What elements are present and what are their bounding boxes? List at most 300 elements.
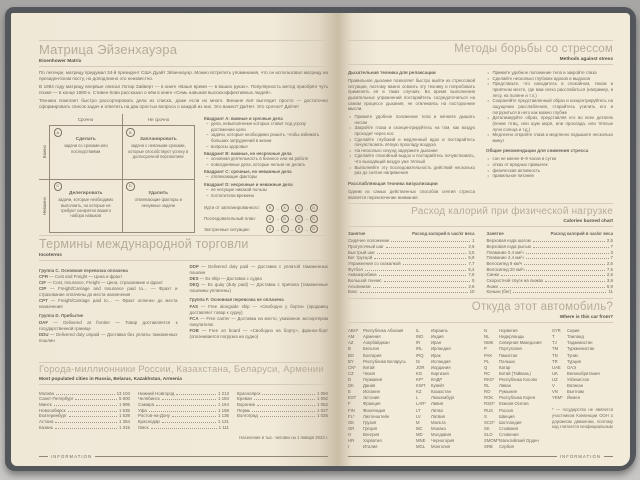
- footer-rule-long: [348, 456, 557, 457]
- incoterm-entry: [190, 316, 329, 328]
- city-row: [39, 424, 130, 430]
- country-name: Таджикистан: [567, 340, 593, 346]
- country-code: FIN: [348, 407, 355, 413]
- dotted-leader: [260, 416, 315, 417]
- city-population: 1 354: [119, 419, 130, 425]
- sequence-step-1: A: [266, 225, 274, 233]
- city-population: 1 025: [317, 413, 328, 419]
- city-population: 1 111: [218, 424, 229, 430]
- incoterm-group-heading: Группа C. Основная перевозка оплачена: [39, 267, 128, 273]
- country-name: Дания: [363, 383, 376, 389]
- activity-name: Санки: [486, 272, 499, 278]
- country-name: Туркменистан: [567, 346, 595, 352]
- city-name: Омск: [138, 424, 149, 430]
- country-code: B: [348, 346, 351, 352]
- country-name: Португалия: [499, 346, 522, 352]
- quadrant-note: [204, 174, 328, 180]
- cities-column-2: [138, 390, 229, 430]
- activity-name: Плавание 0,4 км/ч: [486, 249, 524, 255]
- quadrant-c-desc: задачи, которые необходимо выполнить, но которые не требуют конкретно вашего набора навыков: [58, 197, 114, 219]
- section-title-eisenhower: Матрица Эйзенхауэра: [39, 42, 178, 57]
- dotted-leader: [252, 411, 315, 412]
- city-name: Волгоград: [237, 413, 258, 419]
- activity-name: Сидячее положение: [348, 238, 390, 244]
- quadrant-a-letter: A: [54, 128, 63, 137]
- country-code: IRL: [416, 346, 423, 352]
- country-name: Болгария: [363, 352, 382, 358]
- calorie-value: 2,6: [606, 260, 613, 266]
- calorie-value: 3,5: [468, 249, 475, 255]
- section-eisenhower-matrix: [39, 40, 328, 233]
- car-codes-table: [348, 328, 613, 450]
- dotted-leader: [172, 416, 216, 417]
- city-population: 1 315: [119, 424, 130, 430]
- sequence-row: [204, 215, 328, 223]
- dotted-leader: [54, 405, 117, 406]
- arrow-icon: →: [289, 205, 294, 211]
- country-code: NMK: [484, 340, 494, 346]
- country-name: Черногория: [431, 438, 455, 444]
- calorie-value: 2,6: [468, 283, 475, 289]
- section-incoterms: [39, 235, 328, 344]
- incoterms-column-2: [190, 264, 329, 343]
- country-name: Сербия: [499, 444, 514, 450]
- country-name: Ирландия: [431, 346, 451, 352]
- sequence-step-2: A: [281, 204, 289, 212]
- activity-name: Велосипед 9 км/ч: [486, 260, 523, 266]
- car-codes-column-3: [484, 328, 545, 450]
- sequence-row: [204, 225, 328, 233]
- incoterm-entry: [39, 298, 178, 310]
- country-code: N: [484, 328, 488, 334]
- activity-name: Плавание 2,4 км/ч: [486, 255, 524, 261]
- car-codes-column-1: [348, 328, 409, 450]
- country-name: Тунис: [567, 352, 579, 358]
- calorie-value: 3,9: [606, 278, 613, 283]
- country-name: Республика Беларусь: [363, 358, 406, 364]
- country-code: FL*: [348, 413, 355, 419]
- country-name: Эстония: [363, 395, 380, 401]
- calories-header-row: [487, 231, 614, 236]
- quadrant-b-letter: B: [126, 128, 135, 137]
- incoterm-group-heading: Группа F. Основная перевозка не оплачена: [189, 297, 284, 303]
- section-title-stress: Методы борьбы со стрессом: [454, 43, 613, 55]
- incoterm-code: DAF: [39, 319, 49, 325]
- matrix-quadrant-b: [122, 125, 195, 179]
- calorie-value: 3: [610, 249, 613, 255]
- section-divider: [348, 203, 613, 204]
- calories-rows-right: [487, 238, 614, 295]
- visualization-step: • Примите удобное положение тела и закройте глаза: [486, 70, 613, 76]
- right-page: [338, 13, 630, 466]
- country-name: Сирия: [567, 328, 580, 334]
- sequence-label: Идти от запланированного:: [204, 205, 260, 211]
- city-name: Москва: [39, 390, 54, 396]
- activity-name: Бокс: [348, 289, 358, 295]
- incoterm-code: CPT: [39, 297, 48, 303]
- country-name: Финляндия: [363, 407, 386, 413]
- sequence-step-3: C: [295, 204, 303, 212]
- arrow-icon: →: [289, 226, 294, 232]
- quadrant-b-title: Запланировать: [139, 136, 177, 142]
- country-code: IND: [416, 334, 424, 340]
- country-name: ОАЭ: [567, 364, 577, 370]
- footer-label: INFORMATION: [559, 454, 601, 459]
- priority-sequences: [204, 204, 328, 233]
- recommendations-list: [486, 156, 613, 179]
- incoterms-columns: [39, 264, 328, 343]
- breathing-step: • Примите удобное положение тела и начните дышать носом: [348, 114, 475, 125]
- country-name: Франция: [363, 401, 381, 407]
- country-name: Польша: [499, 358, 515, 364]
- recommendation-item: • физическая активность: [486, 168, 613, 174]
- calorie-value: 2,5: [606, 272, 613, 278]
- dotted-leader: [524, 264, 605, 265]
- country-name: Монголия: [431, 444, 451, 450]
- calories-table: [348, 231, 613, 295]
- recommendation-item: • отказ от вредных привычек: [486, 162, 613, 168]
- calories-header-value: Расход калорий в час/кг веса: [412, 230, 475, 236]
- car-codes-column-4: [552, 328, 613, 450]
- city-population: 1 094: [317, 390, 328, 396]
- city-population: 1 158: [218, 407, 229, 413]
- calories-header-value: Расход калорий в час/кг веса: [550, 230, 613, 236]
- country-code: SCO*: [484, 419, 495, 425]
- incoterm-code: CFR: [39, 274, 49, 280]
- quadrant-note-bullet: – отвлекающие факторы: [204, 174, 328, 180]
- quadrant-note-bullet: – дела, невыполнение которых ставит под угрозу достижение цели: [204, 121, 328, 132]
- quadrant-d-letter: D: [126, 182, 135, 191]
- activity-name: Прогулочный шаг: [348, 243, 384, 249]
- country-code: P: [484, 346, 487, 352]
- country-code: UK: [552, 370, 558, 376]
- city-population: 1 184: [218, 396, 229, 402]
- car-codes-column-2: [416, 328, 477, 450]
- quadrant-note-bullet: – задачи, которые необходимо решить, чтобы избежать больших затруднений в жизни: [204, 132, 328, 143]
- city-name: Екатеринбург: [39, 413, 67, 419]
- country-name: КНДР: [431, 377, 443, 383]
- country-code: KP*: [416, 377, 424, 383]
- country-name: Мальта: [431, 419, 446, 425]
- country-name: Шотландия: [499, 419, 522, 425]
- activity-name: Бег трусцой: [348, 255, 373, 261]
- matrix-col-header-not-urgent: Не срочно: [122, 114, 195, 125]
- country-code: GR: [348, 425, 355, 431]
- incoterm-description: — Free carrier — Доставка на место, указанное экспортёром покупателю: [189, 315, 328, 327]
- country-name: Азербайджан: [363, 340, 390, 346]
- incoterm-entry: [190, 264, 329, 276]
- dotted-leader: [68, 411, 117, 412]
- section-divider: [348, 40, 613, 41]
- country-name: Венгрия: [363, 432, 380, 437]
- country-name: Южная Осетия: [499, 401, 529, 407]
- calorie-row: [348, 289, 475, 295]
- country-code: H: [348, 432, 352, 437]
- country-name: Китай (Тайвань): [499, 370, 531, 376]
- calorie-value: 2,5: [606, 238, 613, 244]
- section-title-cars: Откуда этот автомобиль?: [471, 301, 613, 313]
- country-code: BG: [348, 352, 355, 358]
- country-code: SRB: [484, 444, 493, 450]
- dotted-leader: [56, 394, 115, 395]
- city-name: Самара: [138, 402, 155, 407]
- sequence-step-2: C: [281, 225, 289, 233]
- dotted-leader: [526, 253, 609, 254]
- breathing-step: • Закройте глаза и сконцентрируйтесь на том, как воздух проходит через нос: [348, 125, 475, 136]
- country-code: UZ: [552, 377, 558, 383]
- country-name: Нидерланды: [499, 334, 525, 340]
- calorie-value: 7,5: [606, 266, 613, 272]
- country-code: KG: [416, 370, 423, 376]
- dotted-leader: [254, 399, 315, 400]
- activity-name: Футбол: [348, 266, 363, 272]
- arrow-icon: →: [275, 205, 280, 211]
- country-code: RUS: [484, 407, 493, 413]
- incoterm-description: — Cost, Insurance, Freight — Цена, страхование и фрахт: [47, 280, 163, 286]
- sequence-step-1: A: [266, 215, 274, 223]
- section-subtitle-stress: Methods against stress: [348, 57, 613, 65]
- country-code: CZ: [348, 370, 354, 376]
- incoterm-code: FAS: [189, 303, 199, 309]
- activity-name: Быстрый шаг: [348, 249, 376, 255]
- calorie-value: 1: [472, 238, 475, 244]
- city-name: Уфа: [138, 407, 147, 413]
- visualization-steps-list: [486, 70, 613, 143]
- footer-rule-short: [604, 456, 613, 457]
- country-name: Лихтенштейн: [363, 413, 390, 419]
- city-population: 1 539: [119, 413, 130, 419]
- dotted-leader: [69, 416, 117, 417]
- country-code: JOR: [416, 364, 425, 370]
- country-name: Молдавия: [431, 432, 452, 437]
- sequence-step-3: C: [295, 215, 303, 223]
- quadrant-a-title: Сделать: [75, 136, 96, 142]
- matrix-quadrant-a: [50, 125, 123, 179]
- intro-paragraph: В 1984 году матрицу впервые описал Лотар Зайверт — в книге «Ваше время — в ваших руках». Популярность метод приобрёл чуть позже — в конце 1980-х. Стивен Кови рассказал о нём в книге «Семь навыков высокоэффективных людей».: [39, 83, 328, 95]
- city-name: Новосибирск: [39, 407, 66, 413]
- dotted-leader: [500, 287, 605, 288]
- dotted-leader: [262, 394, 315, 395]
- incoterm-entry: [39, 268, 178, 274]
- country-name: Италия: [363, 444, 378, 450]
- country-code: ROK: [484, 395, 494, 401]
- recommendation-item: • сон не менее 8–9 часов в сутки: [486, 156, 613, 162]
- country-name: Армения: [363, 334, 381, 340]
- incoterm-description: — Freight/Carriage and Insurance paid to… — Фрахт и страхование оплачены до места назначения: [39, 286, 178, 297]
- matrix-quadrant-d: [122, 179, 195, 233]
- section-subtitle-cities: Most populated cities in Russia, Belarus, Kazakhstan, Armenia: [39, 377, 328, 385]
- city-population: 1 995: [119, 402, 130, 407]
- country-code: F: [348, 401, 351, 407]
- country-code: MD: [416, 432, 423, 437]
- city-population: 1 164: [218, 402, 229, 407]
- country-name: Индия: [431, 334, 444, 340]
- eisenhower-intro: [39, 70, 328, 110]
- country-code: IL: [416, 328, 420, 334]
- incoterm-group-heading: Группа D. Прибытие: [39, 313, 84, 319]
- dotted-leader: [403, 264, 467, 265]
- incoterm-description: — Freight/Carriage paid to… — Фрахт оплачен до места назначения: [39, 297, 178, 309]
- dotted-leader: [162, 399, 216, 400]
- country-name: Словения: [499, 432, 519, 437]
- city-name: Ростов-на-Дону: [138, 413, 170, 419]
- city-name: Казань: [39, 424, 54, 430]
- visualization-step: • Сохраняйте представленный образ и концентрируйтесь на ощущении расслабления, старайтесь усилить его и погрузиться в него как можно глубже: [486, 98, 613, 115]
- incoterm-description: — Ex quay (duty paid) — Доставка с причала (таможенные пошлины уплачены): [189, 282, 328, 293]
- city-population: 1 136: [218, 413, 229, 419]
- breathing-step: • Выполняйте эту последовательность действий несколько раз до снятия напряжения: [348, 165, 475, 176]
- country-name: Швеция: [499, 413, 515, 419]
- country-code: KZ: [416, 389, 422, 395]
- dotted-leader: [384, 281, 470, 282]
- country-code: I: [348, 444, 350, 450]
- visualization-step: • Представьте, что находитесь в спокойном, тихом и приятном месте, где вам легко расслабиться (например, в лесу, на поляне и т.п.): [486, 81, 613, 98]
- country-name: Великобритания: [567, 370, 600, 376]
- sequence-step-3: B: [295, 225, 303, 233]
- country-code: RKS*: [484, 377, 495, 383]
- cities-column-3: [237, 390, 328, 430]
- country-name: Катар: [499, 364, 511, 370]
- country-name: Киргизия: [431, 370, 449, 376]
- dotted-leader: [526, 258, 609, 259]
- section-subtitle-calories: Calories burned chart: [348, 219, 613, 227]
- sequence-step-1: B: [266, 204, 274, 212]
- breathing-step: • На несколько секунд задержите дыхание: [348, 148, 475, 154]
- activity-name: Скоростной спуск на лыжах: [486, 278, 544, 283]
- quadrant-note-heading: Квадрант C: срочные, но неважные дела: [204, 168, 292, 174]
- quadrant-note: [204, 144, 328, 150]
- calorie-value: 7: [610, 255, 613, 261]
- incoterm-description: — Ex ship — Доставка с судна: [199, 276, 262, 282]
- country-code: VN: [552, 389, 558, 395]
- city-name: Минск: [39, 402, 52, 407]
- arrow-icon: →: [275, 216, 280, 222]
- activity-name: Коньки (бег): [486, 289, 512, 295]
- country-name: Ирак: [431, 352, 441, 358]
- country-code: E: [348, 389, 351, 395]
- country-code: MGL: [416, 444, 426, 450]
- country-name: Исландия: [431, 358, 451, 364]
- country-name: Ливан: [499, 383, 512, 389]
- sequence-label: Последовательный план:: [204, 216, 256, 221]
- quadrant-note: [204, 162, 328, 168]
- incoterm-description: — Delivered at frontier — Товар доставляется к государственной границе: [39, 319, 178, 331]
- quadrant-b-desc: задачи с неясными сроками, которые способствуют успеху в долгосрочной перспективе: [128, 143, 189, 160]
- visualization-step: • Медленно откройте глаза и медленно подышите несколько минут: [486, 132, 613, 143]
- country-name: Ватикан: [567, 383, 584, 389]
- country-name: Монако: [431, 425, 446, 431]
- section-title-incoterms: Термины международной торговли: [39, 237, 249, 251]
- dotted-leader: [55, 422, 117, 423]
- country-code: SK: [484, 425, 490, 431]
- city-name: Воронеж: [237, 402, 256, 407]
- stress-columns: [348, 70, 613, 202]
- arrow-icon: →: [304, 205, 309, 211]
- country-name: Казахстан: [431, 389, 451, 395]
- matrix-row-header-important: Важно: [41, 144, 47, 159]
- dotted-leader: [545, 281, 605, 282]
- country-code: YEM*: [552, 395, 563, 401]
- section-divider: [39, 40, 328, 41]
- country-name: Латвия: [431, 413, 445, 419]
- activity-name: Альпинизм: [348, 283, 371, 289]
- incoterm-description: — Delivered duty paid — Доставка с уплатой таможенных пошлин: [189, 264, 328, 276]
- country-code: RC: [484, 370, 491, 376]
- car-code-row: [552, 395, 613, 401]
- visualization-step: • Сделайте несколько глубоких вдохов и выдохов: [486, 76, 613, 82]
- matrix-area: [39, 114, 328, 233]
- city-row: [237, 413, 328, 419]
- arrow-icon: →: [304, 216, 309, 222]
- incoterm-code: FCA: [189, 315, 199, 321]
- country-code: KWT: [416, 383, 426, 389]
- country-name: Греция: [363, 425, 377, 431]
- sequence-row: [204, 204, 328, 212]
- calories-header-row: [348, 231, 475, 236]
- quadrant-c-title: Делегировать: [69, 190, 103, 196]
- arrow-icon: →: [289, 216, 294, 222]
- quadrant-note-bullet: – основная деятельность в бизнесе или на работе: [204, 156, 328, 162]
- country-code: V: [552, 383, 555, 389]
- left-page: [11, 13, 338, 466]
- city-population: 1 052: [317, 402, 328, 407]
- calorie-value: 7: [610, 243, 613, 249]
- country-code: IR: [416, 340, 421, 346]
- cities-column-1: [39, 390, 130, 430]
- incoterm-code: DDU: [39, 331, 49, 337]
- country-name: Кувейт: [431, 383, 445, 389]
- quadrant-c-letter: C: [54, 182, 63, 191]
- city-population: 1 092: [317, 396, 328, 402]
- matrix-col-header-urgent: Срочно: [77, 117, 94, 123]
- calories-rows-left: [348, 238, 475, 295]
- city-name: Красноярск: [237, 390, 261, 396]
- quadrant-note-heading: Квадрант B: важные, но несрочные дела: [204, 150, 292, 156]
- right-page-footer: [348, 454, 613, 459]
- calorie-row: [487, 289, 614, 295]
- section-title-cities: Города-миллионники России, Казахстана, Беларуси, Армении: [39, 364, 324, 375]
- dotted-leader: [533, 241, 605, 242]
- country-name: Чехия: [363, 370, 375, 376]
- country-code: TM: [552, 346, 559, 352]
- country-code: RL: [484, 383, 490, 389]
- quadrant-d-desc: отвлекающие факторы и ненужные задачи: [134, 197, 182, 208]
- stress-column-left: [348, 70, 475, 202]
- incoterm-entry: [190, 297, 329, 303]
- country-code: Q: [484, 364, 488, 370]
- incoterm-entry: [190, 328, 329, 340]
- country-code: HR: [348, 438, 355, 444]
- calorie-value: 11: [608, 289, 613, 295]
- visualization-step: • Детализируйте образ, представляя его во всех деталях (пение птиц, или шум моря, или прохлада, или тёплые лучи солнца и т.д.): [486, 115, 613, 132]
- incoterms-column-1: [39, 264, 178, 343]
- dotted-leader: [176, 394, 216, 395]
- incoterm-code: DES: [189, 276, 199, 282]
- quadrant-note-bullet: – повседневные дела, которые нельзя не делать: [204, 162, 328, 168]
- car-code-row: [348, 444, 409, 450]
- calories-header-activity: Занятие: [486, 230, 504, 236]
- section-calories: [348, 203, 613, 294]
- country-code: NL: [484, 334, 490, 340]
- recommendations-heading: Общие рекомендации для снижения стресса: [486, 148, 589, 154]
- quadrant-note-bullet: – вопросы здоровья: [204, 144, 328, 150]
- incoterm-code: CIF: [39, 280, 47, 286]
- section-subtitle-eisenhower: Eisenhower Matrix: [39, 59, 328, 67]
- country-code: IRQ: [416, 352, 424, 358]
- city-row: [138, 424, 229, 430]
- country-name: Литва: [431, 407, 443, 413]
- eisenhower-matrix-table: [39, 114, 195, 233]
